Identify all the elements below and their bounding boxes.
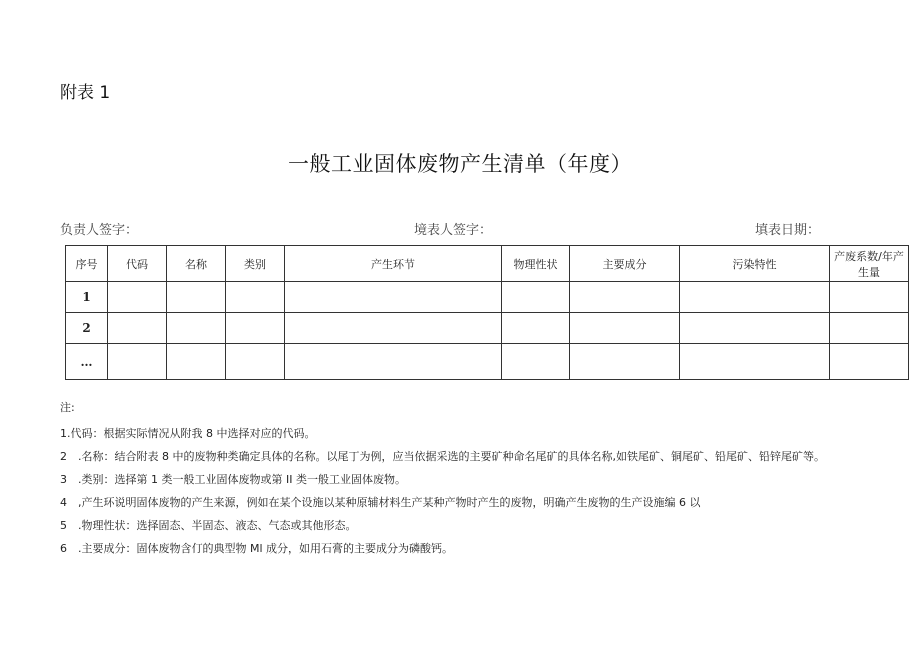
note-item-category: 3 .类别：选择第 1 类一般工业固体废物或第 II 类一般工业固体废物。	[60, 473, 406, 486]
header-waste-coefficient: 产废系数/年产生量	[830, 246, 909, 282]
table-cell	[167, 344, 226, 380]
table-cell	[830, 344, 909, 380]
table-cell	[680, 344, 830, 380]
waste-inventory-table	[65, 245, 909, 380]
table-row	[66, 282, 909, 313]
header-pollution-characteristics: 污染特性	[680, 246, 830, 282]
table-cell	[285, 313, 502, 344]
table-cell	[570, 344, 680, 380]
header-generation-stage: 产生环节	[285, 246, 502, 282]
table-cell	[226, 282, 285, 313]
table-cell	[570, 313, 680, 344]
header-physical-state: 物理性状	[502, 246, 570, 282]
table-cell	[680, 282, 830, 313]
header-seq: 序号	[66, 246, 108, 282]
note-item-code: 1.代码：根据实际情况从附我 8 中选择对应的代码。	[60, 427, 316, 440]
row-seq: 2	[66, 313, 108, 344]
attachment-label: 附表 1	[60, 83, 111, 103]
header-code: 代码	[108, 246, 167, 282]
table-header-row	[66, 246, 909, 282]
row-seq: …	[66, 344, 108, 380]
note-item-name: 2 .名称：结合附表 8 中的废物种类确定具体的名称。以尾丁为例，应当依据采选的主要矿种命名尾矿的具体名称,如铁尾矿、铜尾矿、铅尾矿、铅锌尾矿等。	[60, 450, 825, 463]
notes-heading: 注:	[60, 401, 75, 414]
table-cell	[830, 282, 909, 313]
table-cell	[108, 344, 167, 380]
table-cell	[285, 282, 502, 313]
table-cell	[167, 282, 226, 313]
table-cell	[226, 344, 285, 380]
table-row	[66, 344, 909, 380]
table-cell	[680, 313, 830, 344]
table-cell	[502, 313, 570, 344]
table-cell	[502, 344, 570, 380]
note-item-main-components: 6 .主要成分：固体废物含仃的典型物 Ml 成分，如用石膏的主要成分为磷酸钙。	[60, 542, 454, 555]
table-cell	[570, 282, 680, 313]
table-cell	[226, 313, 285, 344]
note-item-generation-stage: 4 ,产生环说明固体废物的产生来源，例如在某个设施以某种原辅材料生产某种产物时产生的废物，明确产生废物的生产设施编 6 以	[60, 496, 701, 509]
header-name: 名称	[167, 246, 226, 282]
note-item-physical-state: 5 .物理性状：选择固态、半固态、液态、气态或其他形态。	[60, 519, 357, 532]
filler-signature-label: 境表人签字：	[414, 223, 493, 238]
fill-date-label: 填表日期：	[755, 223, 821, 238]
header-main-components: 主要成分	[570, 246, 680, 282]
table-cell	[285, 344, 502, 380]
notes-section	[60, 399, 825, 560]
table-cell	[108, 313, 167, 344]
responsible-signature-label: 负责人签字：	[60, 223, 139, 238]
table-cell	[167, 313, 226, 344]
row-seq: 1	[66, 282, 108, 313]
table-cell	[830, 313, 909, 344]
header-category: 类别	[226, 246, 285, 282]
table-cell	[502, 282, 570, 313]
document-title: 一般工业固体废物产生清单（年度）	[288, 152, 632, 176]
table-row	[66, 313, 909, 344]
table-cell	[108, 282, 167, 313]
